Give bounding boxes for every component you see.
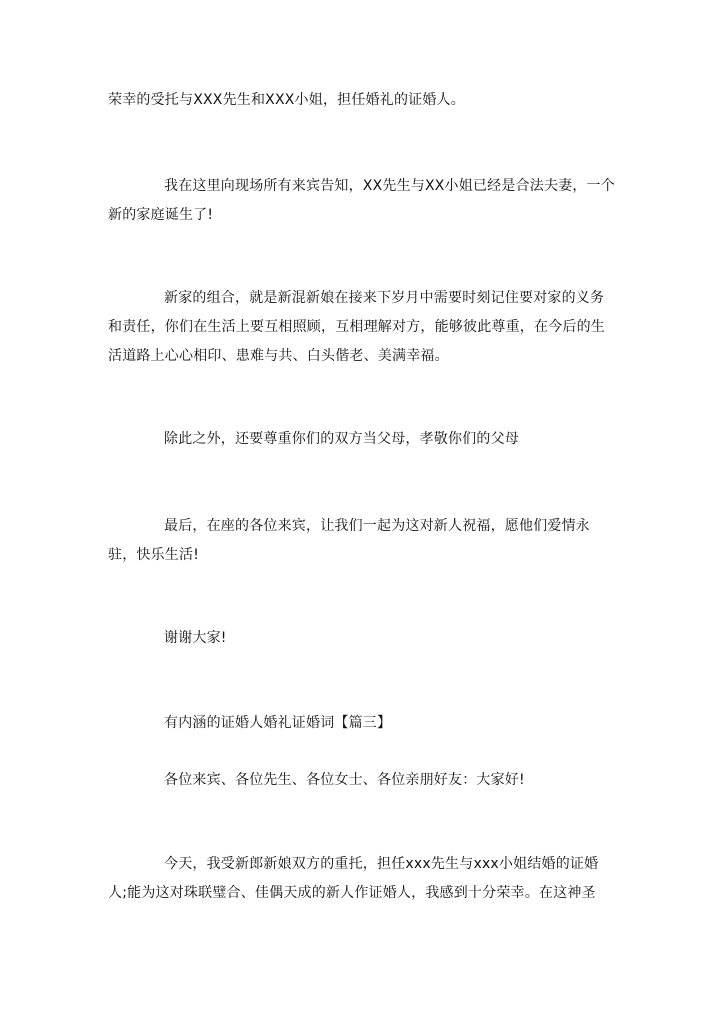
paragraph-2: 我在这里向现场所有来宾告知，XX先生与XX小姐已经是合法夫妻，一个新的家庭诞生了! xyxy=(108,178,615,223)
paragraph-8: 今天，我受新郎新娘双方的重托，担任xxx先生与xxx小姐结婚的证婚人;能为这对珠联璧合、佳偶天成的新人作证婚人，我感到十分荣幸。在这神圣 xyxy=(108,856,599,901)
paragraph-3: 新家的组合，就是新混新娘在接来下岁月中需要时刻记住要对家的义务和责任，你们在生活上要互相照顾，互相理解对方，能够彼此尊重，在今后的生活道路上心心相印、患难与共、白头偕老、美满幸福。 xyxy=(108,290,605,364)
paragraph-6: 谢谢大家! xyxy=(164,630,227,646)
paragraph-1: 荣幸的受托与XXX先生和XXX小姐，担任婚礼的证婚人。 xyxy=(108,92,465,108)
paragraph-7: 各位来宾、各位先生、各位女士、各位亲朋好友：大家好! xyxy=(164,772,525,788)
paragraph-5: 最后，在座的各位来宾，让我们一起为这对新人祝福，愿他们爱情永驻，快乐生活! xyxy=(108,518,590,563)
section-heading: 有内涵的证婚人婚礼证婚词【篇三】 xyxy=(164,715,392,731)
paragraph-4: 除此之外，还要尊重你们的双方当父母，孝敬你们的父母 xyxy=(164,431,519,447)
